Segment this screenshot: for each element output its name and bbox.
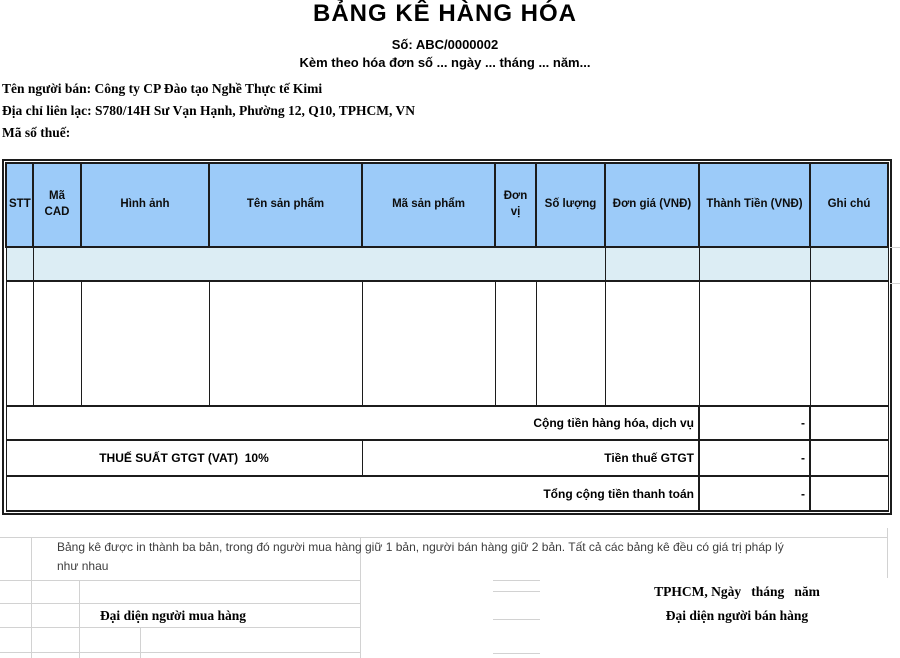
header-cell-ghi-chu: Ghi chú <box>810 163 888 247</box>
item-cell-thanh-tien[interactable] <box>699 281 810 406</box>
excel-gridline <box>140 627 141 658</box>
seller-info-block <box>2 78 415 144</box>
excel-gridline <box>31 537 32 658</box>
seller-representative-label: Đại diện người bán hàng <box>665 608 809 623</box>
header-cell-hinh-anh: Hình ảnh <box>81 163 209 247</box>
entry-spacer-row <box>6 247 888 281</box>
spacer-cell-don-gia[interactable] <box>605 247 699 281</box>
buyer-representative-label: Đại diện người mua hàng <box>99 608 247 623</box>
spacer-cell-ghi-chu[interactable] <box>810 247 888 281</box>
page-title: BẢNG KÊ HÀNG HÓA <box>312 0 577 27</box>
header-cell-thanh-tien: Thành Tiền (VNĐ) <box>699 163 810 247</box>
excel-gridline <box>493 653 540 654</box>
item-cell-hinh-anh[interactable] <box>81 281 209 406</box>
excel-gridline <box>493 591 540 592</box>
excel-gridline <box>493 619 540 620</box>
doc-number: Số: ABC/0000002 <box>391 37 499 52</box>
grand-total-ghi-chu-cell[interactable] <box>810 476 888 511</box>
item-cell-so-luong[interactable] <box>536 281 605 406</box>
note-text: Bảng kê được in thành ba bản, trong đó người mua hàng giữ 1 bản, người bán hàng giữ 2 bản. Tất cả các bảng kê đều có giá trị pháp lý như nhau <box>57 540 784 573</box>
attachment-line: Kèm theo hóa đơn số ... ngày ... tháng ... năm... <box>299 55 591 70</box>
seller-address: Địa chỉ liên lạc: S780/14H Sư Vạn Hạnh, Phường 12, Q10, TPHCM, VN <box>2 103 415 118</box>
header-cell-don-vi: Đơn vị <box>495 163 536 247</box>
spacer-cell-stt[interactable] <box>6 247 33 281</box>
goods-table <box>5 162 889 512</box>
subtotal-value[interactable]: - <box>699 406 810 440</box>
vat-row <box>6 440 888 476</box>
subtotal-row <box>6 406 888 440</box>
tax-code-label: Mã số thuế: <box>2 125 71 140</box>
spacer-cell-thanh-tien[interactable] <box>699 247 810 281</box>
excel-gridline <box>890 247 900 248</box>
item-cell-stt[interactable] <box>6 281 33 406</box>
excel-gridline <box>0 580 360 581</box>
item-row <box>6 281 888 406</box>
item-cell-ghi-chu[interactable] <box>810 281 888 406</box>
header-cell-so-luong: Số lượng <box>536 163 605 247</box>
header-cell-ma-cad: Mã CAD <box>33 163 81 247</box>
excel-gridline <box>890 283 900 284</box>
vat-rate-cell: THUẾ SUẤT GTGT (VAT) 10% <box>6 440 362 476</box>
goods-table-border <box>2 159 892 515</box>
subtotal-label: Cộng tiền hàng hóa, dịch vụ <box>6 406 699 440</box>
grand-total-value[interactable]: - <box>699 476 810 511</box>
document-heading <box>0 0 890 71</box>
header-cell-stt: STT <box>6 163 33 247</box>
excel-gridline <box>887 528 888 578</box>
item-cell-ma-san-pham[interactable] <box>362 281 495 406</box>
grand-total-label: Tổng cộng tiền thanh toán <box>6 476 699 511</box>
header-cell-ten-san-pham: Tên sản phẩm <box>209 163 362 247</box>
spacer-cell-merged[interactable] <box>33 247 605 281</box>
subtotal-ghi-chu-cell[interactable] <box>810 406 888 440</box>
vat-ghi-chu-cell[interactable] <box>810 440 888 476</box>
seller-name: Tên người bán: Công ty CP Đào tạo Nghề Thực tế Kimi <box>2 81 323 96</box>
vat-value[interactable]: - <box>699 440 810 476</box>
excel-gridline <box>0 627 360 628</box>
item-cell-don-gia[interactable] <box>605 281 699 406</box>
item-cell-don-vi[interactable] <box>495 281 536 406</box>
table-header-row <box>6 163 888 247</box>
header-cell-don-gia: Đơn giá (VNĐ) <box>605 163 699 247</box>
place-date-line: TPHCM, Ngày tháng năm <box>654 584 820 599</box>
excel-gridline <box>493 580 540 581</box>
vat-label: Tiền thuế GTGT <box>362 440 699 476</box>
excel-gridline <box>0 652 360 653</box>
excel-gridline <box>0 603 360 604</box>
grand-total-row <box>6 476 888 511</box>
header-cell-ma-san-pham: Mã sản phẩm <box>362 163 495 247</box>
item-cell-ma-cad[interactable] <box>33 281 81 406</box>
item-cell-ten-san-pham[interactable] <box>209 281 362 406</box>
